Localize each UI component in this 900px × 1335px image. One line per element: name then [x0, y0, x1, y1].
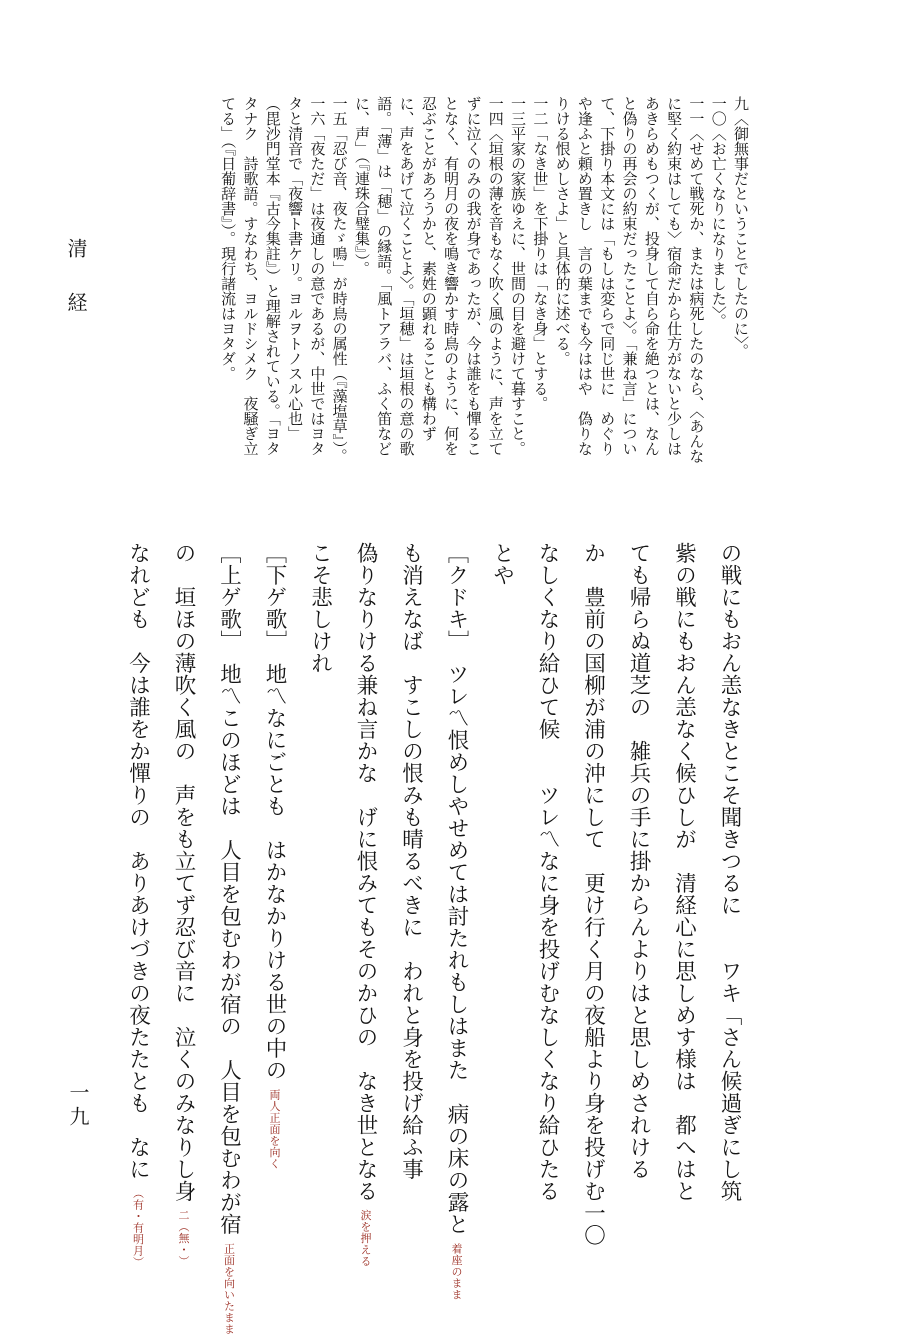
- note-line: て、下掛り本文には「もしは変らで同じ世に めぐり: [598, 96, 617, 456]
- script-line: ても帰らぬ道芝の 雑兵の手に掛からんよりはと思しめされける: [626, 542, 651, 1180]
- script-line: [206, 542, 252, 1335]
- note-line: 一六「夜ただ」は夜通しの意であるが、中世ではヨタ: [308, 96, 327, 456]
- stage-direction: 正面を向いたまま: [222, 1242, 236, 1335]
- page-number: 一九: [66, 1082, 90, 1130]
- script-line: [434, 542, 480, 1301]
- note-line: 一一〈せめて戦死か、または病死したのなら、〈あんな: [687, 96, 706, 464]
- script-text: なれども 今は誰をか憚りの ありあけづきの夜たたとも なに: [125, 542, 151, 1180]
- script-line: [252, 542, 298, 1222]
- script-line: [343, 542, 389, 1267]
- script-text: ［下ゲ歌］ 地〽なにごとも はかなかりける世の中の: [262, 542, 287, 1082]
- note-line: に堅く約束はしても〉宿命だから仕方がないと少しは: [665, 96, 684, 456]
- note-line: 一四〈垣根の薄を音もなく吹く風のように、声を立て: [486, 96, 505, 456]
- note-line: に、声」（『連珠合璧集』）。: [352, 96, 371, 276]
- script-line: とや: [489, 542, 515, 586]
- note-line: りける恨めしさよ」と具体的に述べる。: [553, 96, 572, 366]
- note-line: てる」（『日葡辞書』）。現行諸流はヨタダ。: [219, 96, 238, 381]
- running-head: 清経: [64, 238, 88, 346]
- script-text: の 垣ほの薄吹く風の 声をも立てず忍び音に 泣くのみなりし身: [171, 542, 196, 1202]
- note-line: （毘沙門堂本『古今集註』）と理解されている。「ヨタ: [263, 96, 282, 456]
- stage-direction: 二（無・）: [177, 1209, 190, 1267]
- note-line: に、声をあげて泣くことよ〉。「垣穂」は垣根の意の歌: [397, 96, 416, 456]
- stage-direction: 両人正面を向く: [268, 1088, 281, 1170]
- note-line: 語。「薄」は「穂」の縁語。「風トアラバ、ふく笛など: [375, 96, 394, 456]
- script-line: [115, 542, 161, 1268]
- script-line: の戦にもおん恙なきとこそ聞きつるに ワキ「さん候過ぎにし筑: [717, 542, 742, 1202]
- stage-direction: 着座のまま: [450, 1242, 463, 1301]
- noh-script-text: [115, 542, 752, 1335]
- note-line: タナク 詩歌語。すなわち、ヨルドシメク 夜騒ぎ立: [241, 96, 260, 456]
- script-line: も消えなば すこしの恨みも晴るべきに われと身を投げ給ふ事: [398, 542, 424, 1180]
- annotation-notes: [217, 96, 752, 526]
- note-line: 一〇〈お亡くなりになりました〉。: [709, 96, 728, 329]
- script-line: [161, 542, 207, 1267]
- script-line: こそ悲しけれ: [307, 542, 333, 674]
- note-line: ずに泣くのみの我が身であったが、今は誰をも憚るこ: [464, 96, 483, 456]
- note-line: となく、有明月の夜を鳴き響かす時鳥のように、何を: [442, 96, 461, 456]
- script-line: なしくなり給ひて候 ツレ〽なに身を投げむなしくなり給ひたる: [535, 542, 560, 1202]
- script-text: ［クドキ］ ツレ〽恨めしやせめては討たれもしはまた 病の床の露と: [444, 542, 469, 1236]
- note-line: 一五「忍び音、夜たゞ鳴」が時鳥の属性（『藻塩草』）。: [330, 96, 349, 464]
- stage-direction: 涙を押える: [359, 1209, 372, 1267]
- script-text: 偽りなりける兼ね言かな げに恨みてもそのかひの なき世となる: [353, 542, 378, 1202]
- note-line: 一三平家の家族ゆえに、世間の目を避けて暮すこと。: [509, 96, 528, 456]
- script-text: ［上ゲ歌］ 地〽このほどは 人目を包むわが宿の 人目を包むわが宿: [216, 542, 242, 1236]
- script-line: か 豊前の国柳が浦の沖にして 更け行く月の夜船より身を投げむ一〇: [580, 542, 606, 1246]
- stage-direction: （有・有明月）: [131, 1187, 145, 1268]
- note-line: と偽りの再会の約束だったことよ〉。「兼ね言」につい: [620, 96, 639, 456]
- note-line: 一二「なき世」を下掛りは「なき身」とする。: [531, 96, 550, 411]
- note-line: 九〈御無事だということでしたのに〉。: [732, 96, 750, 359]
- script-line: 紫の戦にもおん恙なく候ひしが 清経心に思しめす様は 都へはと: [671, 542, 697, 1202]
- note-line: タと清音で「夜響ト書ケリ。ヨルヲトノスル心也」: [286, 96, 305, 441]
- note-line: あきらめもつくが、投身して自ら命を絶つとは、なん: [642, 96, 661, 456]
- note-line: や逢ふと頼め置きし 言の葉までも今ははや 偽りな: [575, 96, 594, 456]
- note-line: 忍ぶことがあろうかと、素姓の顕れることも構わず: [419, 96, 438, 441]
